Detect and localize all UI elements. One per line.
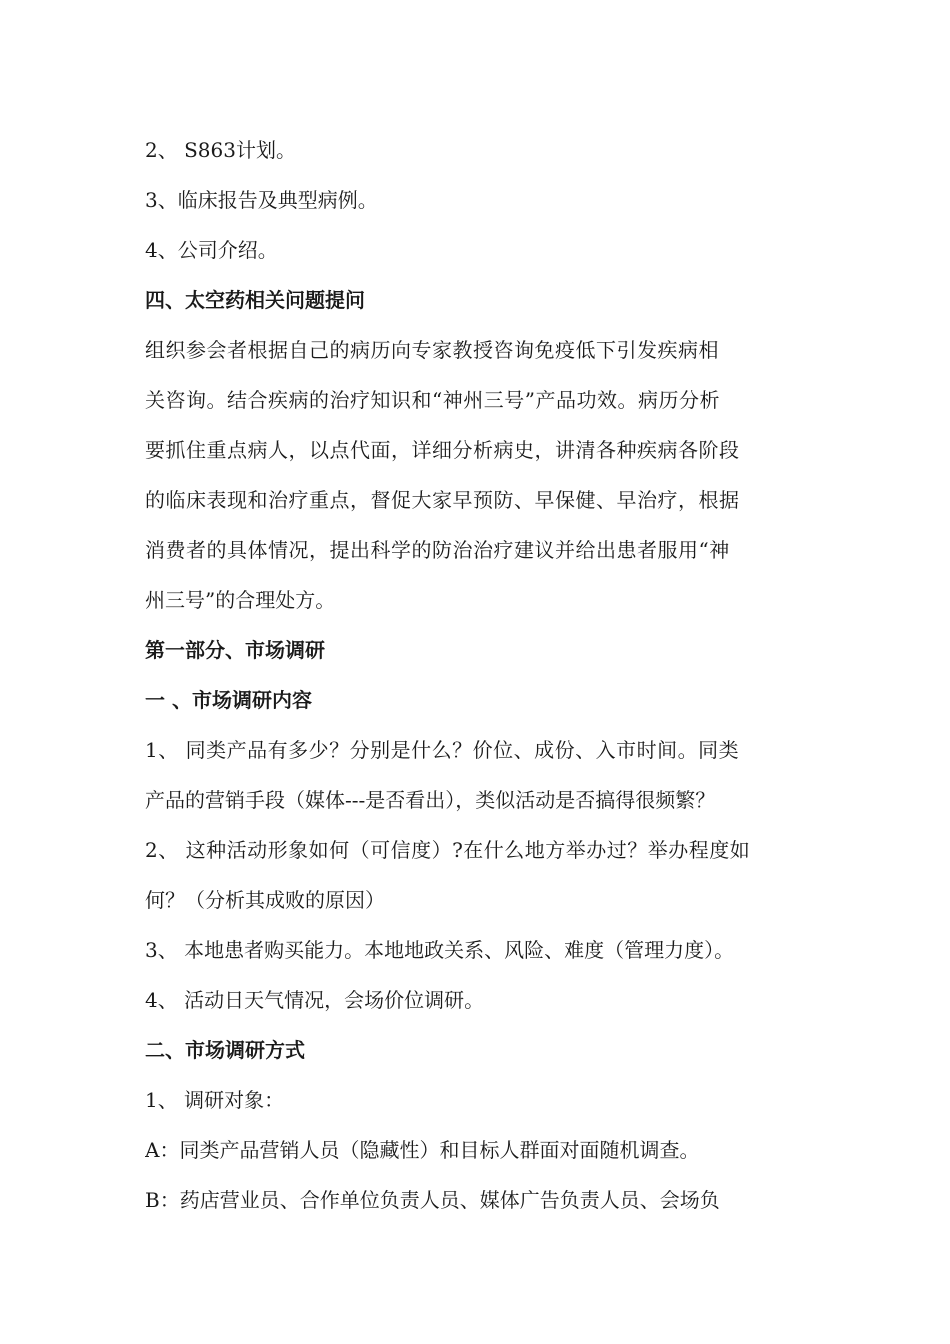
paragraph-line: 组织参会者根据自己的病历向专家教授咨询免疫低下引发疾病相 <box>145 338 719 362</box>
list-item: 2、 这种活动形象如何（可信度）?在什么地方举办过？举办程度如 <box>145 838 751 862</box>
list-item-clinical-report: 3、临床报告及典型病例。 <box>145 188 378 212</box>
section-heading: 二、市场调研方式 <box>145 1038 305 1062</box>
part-heading: 第一部分、市场调研 <box>145 638 325 662</box>
list-item: 3、 本地患者购买能力。本地地政关系、风险、难度（管理力度）。 <box>145 938 735 962</box>
section-heading-4: 四、太空药相关问题提问 <box>145 288 365 312</box>
list-item-continued: 产品的营销手段（媒体---是否看出），类似活动是否搞得很频繁？ <box>145 788 716 812</box>
list-item: 1、 同类产品有多少？分别是什么？价位、成份、入市时间。同类 <box>145 738 740 762</box>
list-item: 1、 调研对象： <box>145 1088 285 1112</box>
paragraph-line: 的临床表现和治疗重点，督促大家早预防、早保健、早治疗，根据 <box>145 488 740 512</box>
list-item-s863: 2、 S863计划。 <box>145 138 296 162</box>
paragraph-line: 消费者的具体情况，提出科学的防治治疗建议并给出患者服用“神 <box>145 538 730 562</box>
section-heading: 一 、市场调研内容 <box>145 688 312 712</box>
list-item-a: A：同类产品营销人员（隐藏性）和目标人群面对面随机调查。 <box>145 1138 700 1162</box>
paragraph-line: 要抓住重点病人，以点代面，详细分析病史，讲清各种疾病各阶段 <box>145 438 740 462</box>
list-item: 4、 活动日天气情况，会场价位调研。 <box>145 988 485 1012</box>
list-item-continued: 何？（分析其成败的原因） <box>145 888 385 912</box>
paragraph-line: 州三号”的合理处方。 <box>145 588 336 612</box>
list-item-b: B：药店营业员、合作单位负责人员、媒体广告负责人员、会场负 <box>145 1188 720 1212</box>
paragraph-line: 关咨询。结合疾病的治疗知识和“神州三号”产品功效。病历分析 <box>145 388 720 412</box>
list-item-company-intro: 4、公司介绍。 <box>145 238 278 262</box>
